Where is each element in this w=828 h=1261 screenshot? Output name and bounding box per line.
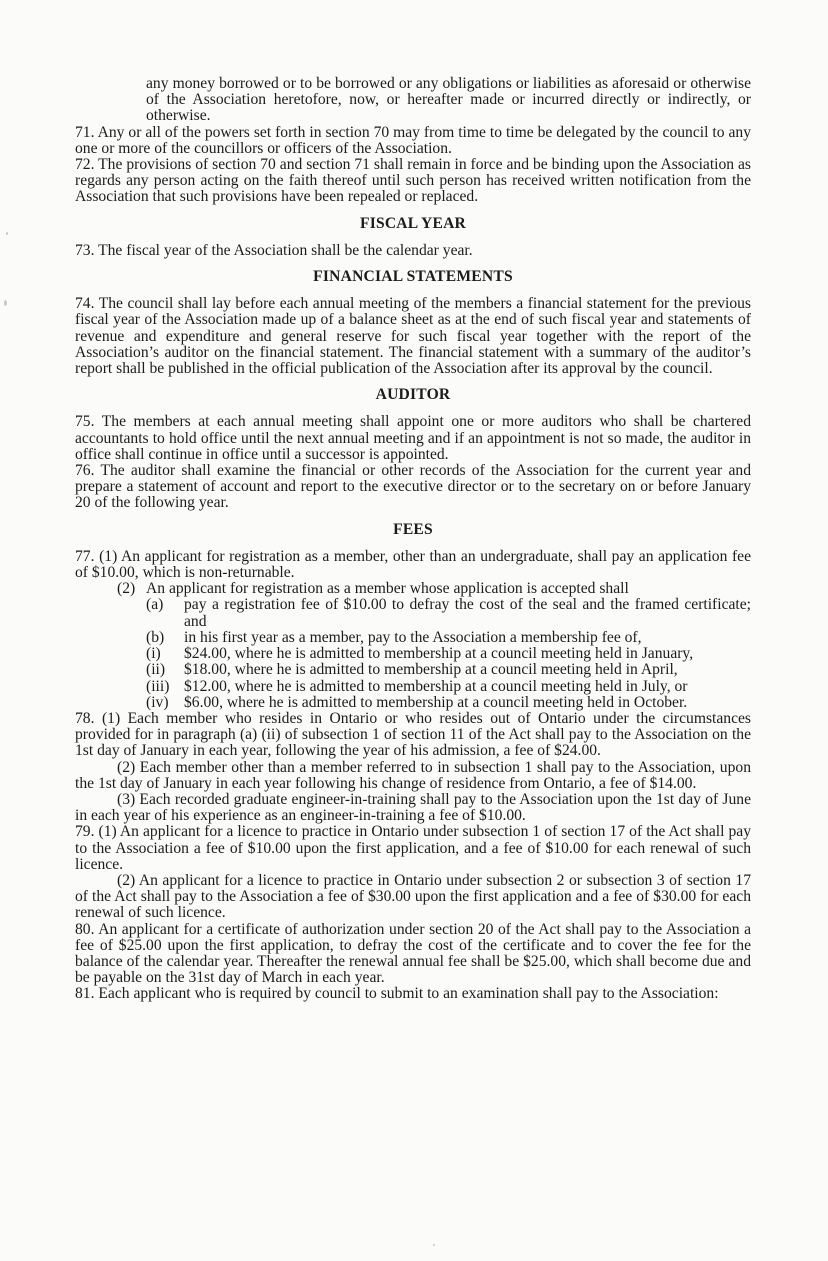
list-item (146, 662, 751, 678)
item-text: in his first year as a member, pay to the Association a membership fee of, (184, 628, 642, 646)
list-item (146, 597, 751, 629)
scan-speck (4, 300, 7, 306)
item-label: (iv) (146, 693, 169, 711)
section-71: 71. Any or all of the powers set forth in section 70 may from time to time be delegated by the council to any one or more of the councillors or officers of the Association. (75, 123, 751, 157)
heading-fiscal-year: FISCAL YEAR (359, 214, 467, 232)
heading-financial-statements: FINANCIAL STATEMENTS (313, 268, 513, 286)
continued-paragraph: any money borrowed or to be borrowed or any obligations or liabilities as aforesaid or otherwise of the Association heretofore, now, or hereafter made or incurred directly or indirectly, or otherwise. (146, 75, 751, 125)
section-78-3: (3) Each recorded graduate engineer-in-training shall pay to the Association upon the 1st day of June in each year of his experience as an engineer-in-training a fee of $10.00. (75, 790, 751, 825)
section-72: 72. The provisions of section 70 and section 71 shall remain in force and be binding upon the Association as regards any person acting on the faith thereof until such person has received written notification from the Association that such provisions have been repealed or replaced. (75, 156, 751, 206)
section-77-2 (117, 581, 751, 597)
section-74: 74. The council shall lay before each annual meeting of the members a financial statement for the previous fiscal year of the Association made up of a balance sheet as at the end of such fiscal year and statements of revenue and expenditure and general reserve for such fiscal year together with the report of the Association’s auditor on the financial statement. The financial statement with a summary of the auditor’s report shall be published in the official publication of the Association after its approval by the council. (75, 295, 751, 378)
item-label: (iii) (146, 677, 170, 695)
section-79-1: 79. (1) An applicant for a licence to practice in Ontario under subsection 1 of section 17 of the Act shall pay to the Association a fee of $10.00 upon the first application, and a fee of $10.00 for each renewal of such licence. (75, 823, 751, 873)
item-text: $12.00, where he is admitted to membership at a council meeting held in July, or (184, 677, 688, 695)
scan-speck (433, 1244, 435, 1246)
section-73: 73. The fiscal year of the Association shall be the calendar year. (75, 241, 473, 259)
item-label: (b) (146, 628, 165, 646)
list-item (146, 679, 751, 695)
item-label: (a) (146, 596, 164, 614)
item-label: (ii) (146, 661, 166, 679)
section-80: 80. An applicant for a certificate of authorization under section 20 of the Act shall pay to the Association a fee of $25.00 upon the first application, to defray the cost of the certificate and to cover the fee for the balance of the calendar year. Thereafter the renewal annual fee shall be $25.00, which shall become due and be payable on the 31st day of March in each year. (75, 920, 751, 987)
item-text: $18.00, where he is admitted to membership at a council meeting held in April, (184, 661, 678, 679)
section-78-2: (2) Each member other than a member referred to in subsection 1 shall pay to the Association, upon the 1st day of January in each year following his change of residence from Ontario, a fee of $14.00. (75, 758, 751, 792)
item-text: pay a registration fee of $10.00 to defray the cost of the seal and the framed certificate; and (184, 596, 751, 630)
document-page (75, 76, 751, 1003)
item-text: $24.00, where he is admitted to membership at a council meeting held in January, (184, 645, 694, 663)
subsection-label: (2) (117, 580, 136, 598)
section-77-1: 77. (1) An applicant for registration as a member, other than an undergraduate, shall pay an application fee of $10.00, which is non-returnable. (75, 547, 751, 582)
item-label: (i) (146, 645, 161, 663)
heading-auditor: AUDITOR (375, 386, 451, 404)
heading-fees: FEES (393, 520, 433, 538)
section-81: 81. Each applicant who is required by council to submit to an examination shall pay to the Association: (75, 985, 719, 1003)
list-item (146, 695, 751, 711)
list-item (146, 630, 751, 646)
section-78-1: 78. (1) Each member who resides in Ontario or who resides out of Ontario under the circumstances provided for in paragraph (a) (ii) of subsection 1 of section 11 of the Act shall pay to the Association on the 1st day of January in each year, following the year of his admission, a fee of $24.00. (75, 709, 751, 760)
subsection-text: An applicant for registration as a member whose application is accepted shall (146, 580, 629, 598)
section-76: 76. The auditor shall examine the financial or other records of the Association for the current year and prepare a statement of account and report to the executive director or to the secretary on or before January 20 of the following year. (75, 462, 751, 512)
section-75: 75. The members at each annual meeting shall appoint one or more auditors who shall be chartered accountants to hold office until the next annual meeting and if an appointment is not so made, the auditor in office shall continue in office until a successor is appointed. (75, 413, 751, 463)
item-text: $6.00, where he is admitted to membership at a council meeting held in October. (184, 693, 688, 711)
scan-speck (6, 232, 8, 235)
list-item (146, 646, 751, 662)
section-79-2: (2) An applicant for a licence to practice in Ontario under subsection 2 or subsection 3 of section 17 of the Act shall pay to the Association a fee of $30.00 upon the first application and a fee of $30.00 for each renewal of such licence. (75, 871, 751, 922)
